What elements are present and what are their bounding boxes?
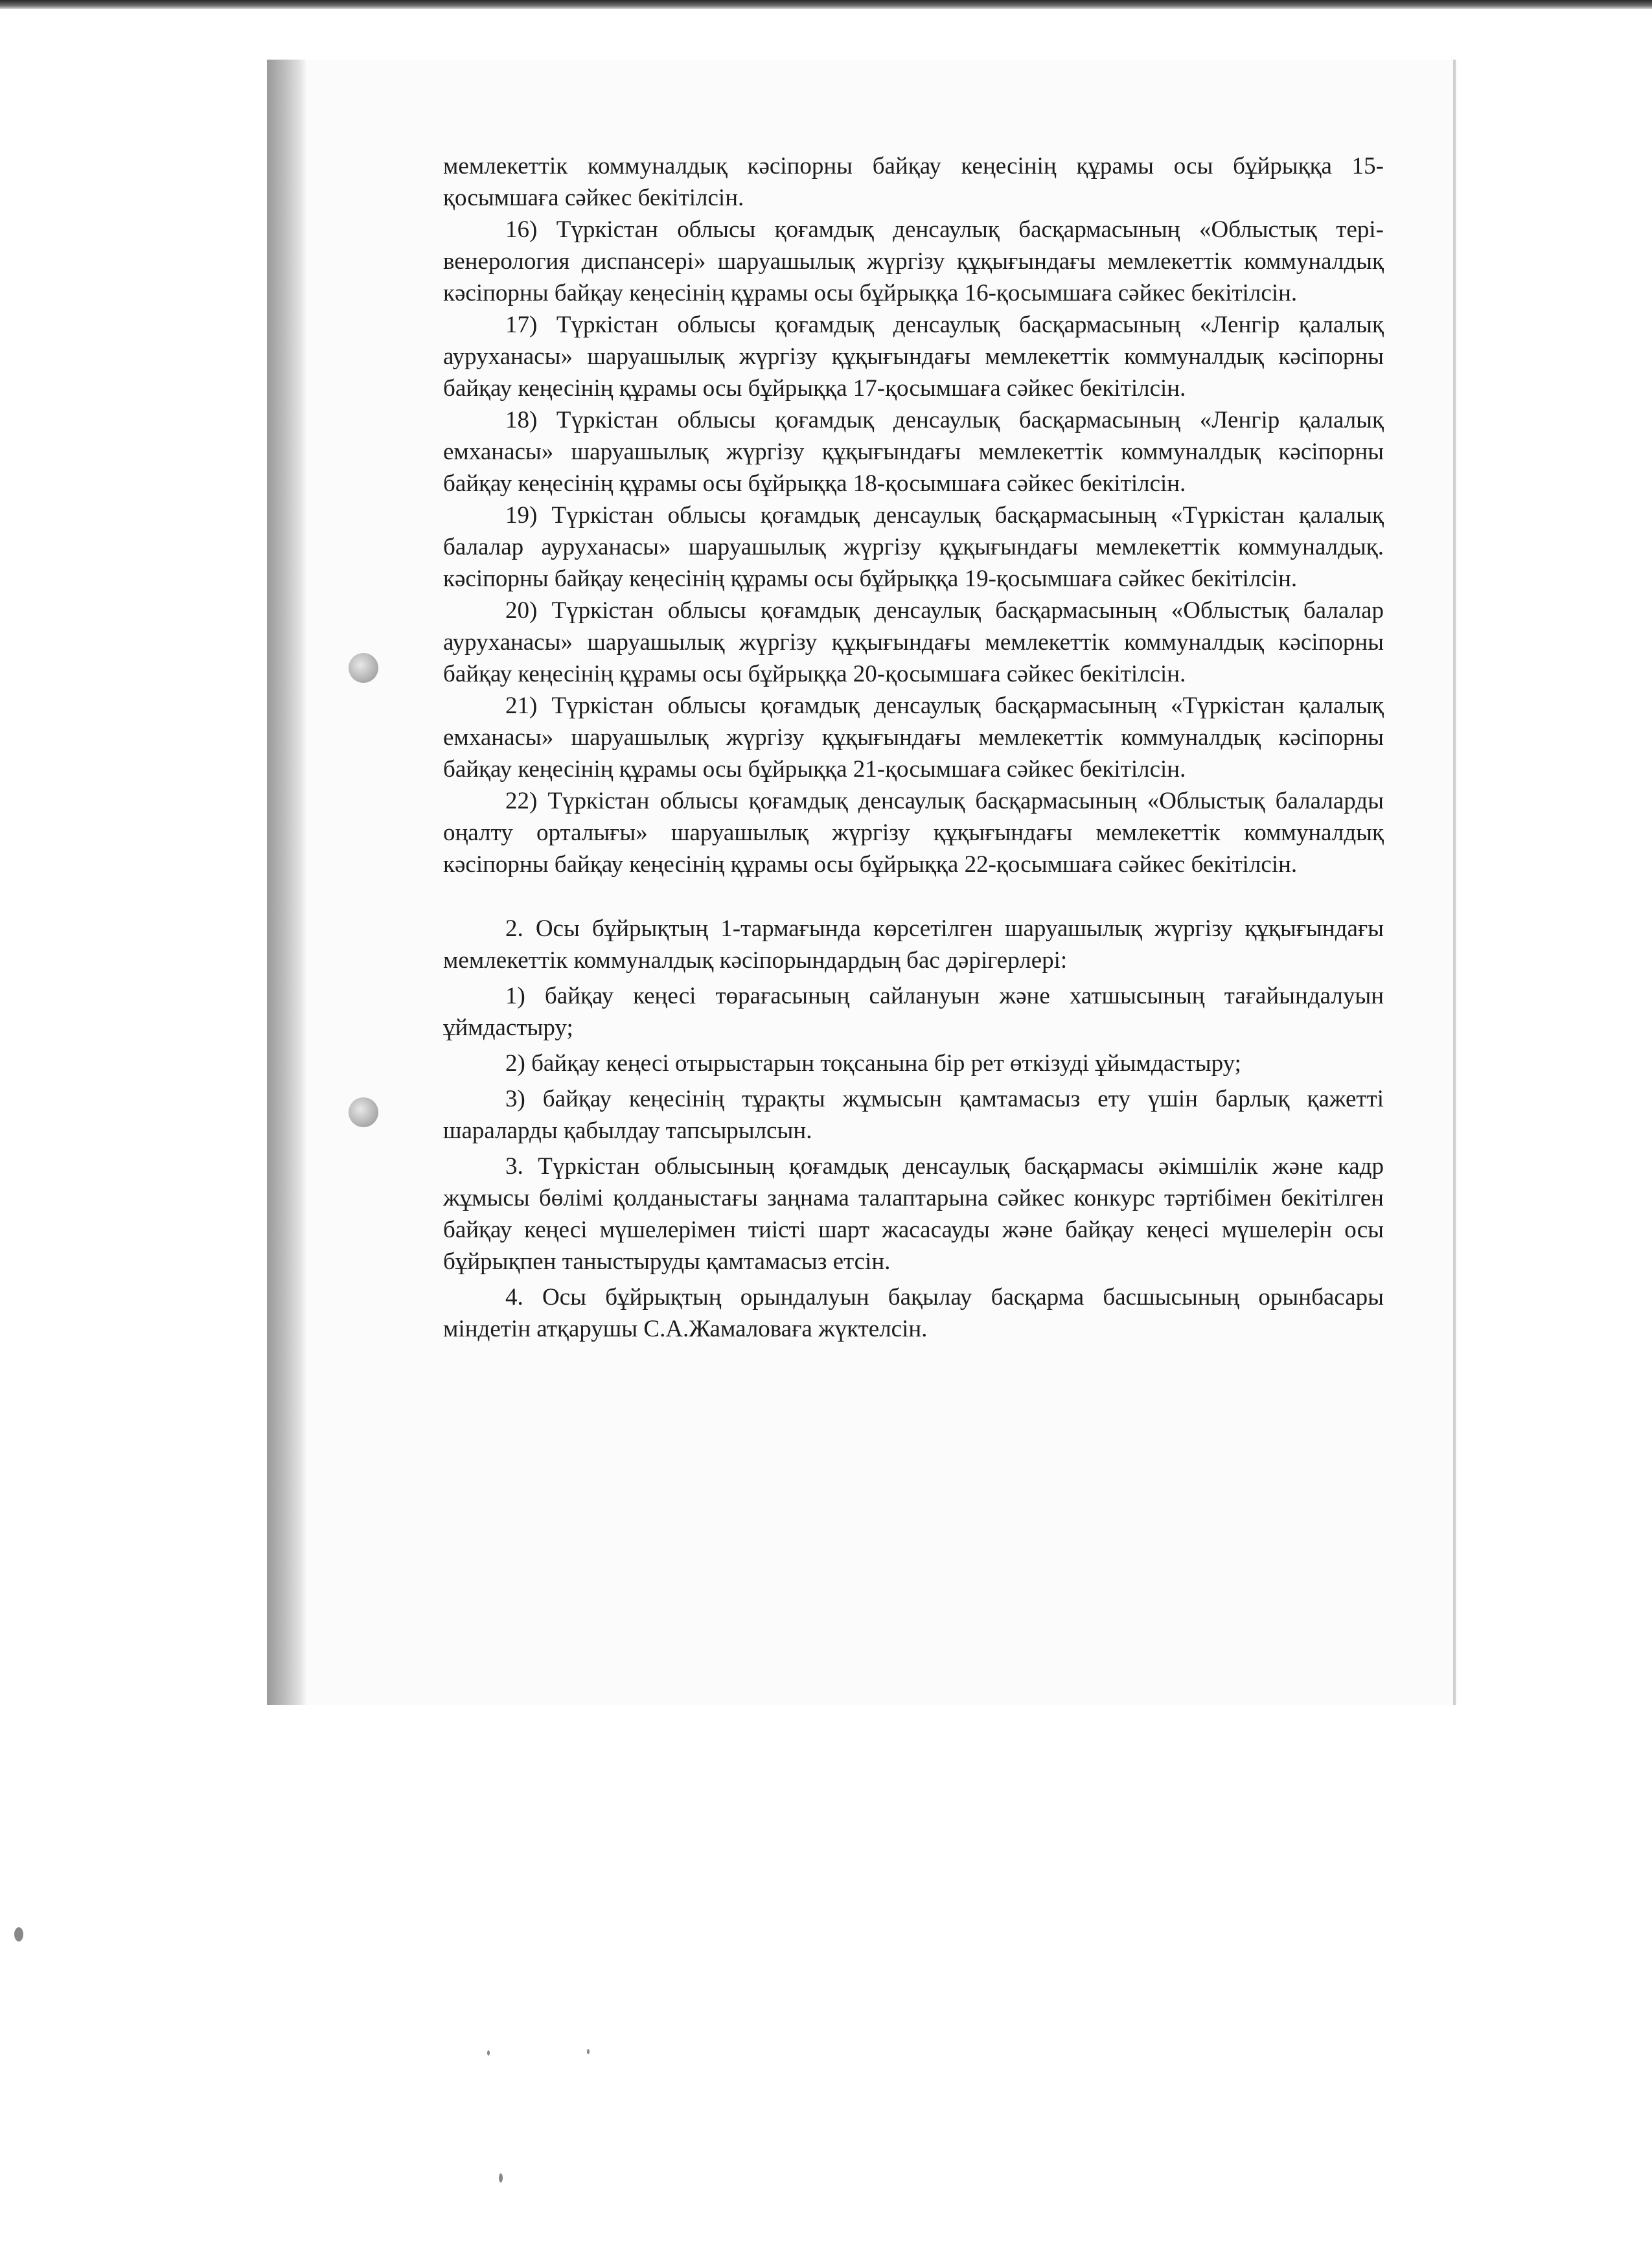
- scan-speck: [499, 2173, 503, 2182]
- paragraph-section-2-item-2: 2) байқау кеңесі отырыстарын тоқсанына бір рет өткізуді ұйымдастыру;: [505, 1050, 1241, 1077]
- scan-speck: [14, 1927, 23, 1942]
- paragraph-15-tail: мемлекеттік коммуналдық кәсіпорны байқау кеңесінің құрамы осы бұйрыққа 15-қосымшаға сәйкес бекітілсін.: [443, 153, 1384, 211]
- paragraph-item-22: 22) Түркістан облысы қоғамдық денсаулық басқармасының «Облыстық балаларды оңалту орталығы» шаруашылық жүргізу құқығындағы мемлекеттік коммуналдық кәсіпорны байқау кеңесінің құрамы осы бұйрыққа 22-қосымшаға сәйкес бекітілсін.: [443, 788, 1384, 878]
- paragraph-item-19: 19) Түркістан облысы қоғамдық денсаулық басқармасының «Түркістан қалалық балалар ауруханасы» шаруашылық жүргізу құқығындағы мемлекеттік коммуналдық. кәсіпорны байқау кеңесінің құрамы осы бұйрыққа 19-қосымшаға сәйкес бекітілсін.: [443, 502, 1384, 592]
- paragraph-item-18: 18) Түркістан облысы қоғамдық денсаулық басқармасының «Ленгір қалалық емханасы» шаруашылық жүргізу құқығындағы мемлекеттік коммуналдық кәсіпорны байқау кеңесінің құрамы осы бұйрыққа 18-қосымшаға сәйкес бекітілсін.: [443, 407, 1384, 497]
- paragraph-section-2-item-1: 1) байқау кеңесі төрағасының сайлануын және хатшысының тағайындалуын ұймдастыру;: [443, 983, 1384, 1041]
- scan-speck: [487, 2050, 490, 2056]
- document-body: [443, 150, 1384, 1345]
- scan-top-edge: [0, 0, 1652, 9]
- scan-speck: [587, 2049, 590, 2054]
- paragraph-section-4: 4. Осы бұйрықтың орындалуын бақылау басқарма басшысының орынбасары міндетін атқарушы С.А.Жамаловаға жүктелсін.: [443, 1284, 1384, 1342]
- binding-shadow: [267, 60, 306, 1705]
- paragraph-item-20: 20) Түркістан облысы қоғамдық денсаулық басқармасының «Облыстық балалар ауруханасы» шаруашылық жүргізу құқығындағы мемлекеттік коммуналдық кәсіпорны байқау кеңесінің құрамы осы бұйрыққа 20-қосымшаға сәйкес бекітілсін.: [443, 597, 1384, 687]
- paragraph-section-2-item-3: 3) байқау кеңесінің тұрақты жұмысын қамтамасыз ету үшін барлық қажетті шараларды қабылдау тапсырылсын.: [443, 1086, 1384, 1144]
- paragraph-item-16: 16) Түркістан облысы қоғамдық денсаулық басқармасының «Облыстық тері-венерология диспансері» шаруашылық жүргізу құқығындағы мемлекеттік коммуналдық кәсіпорны байқау кеңесінің құрамы осы бұйрыққа 16-қосымшаға сәйкес бекітілсін.: [443, 216, 1384, 306]
- page-right-edge: [1453, 60, 1456, 1705]
- paragraph-item-17: 17) Түркістан облысы қоғамдық денсаулық басқармасының «Ленгір қалалық ауруханасы» шаруашылық жүргізу құқығындағы мемлекеттік коммуналдық кәсіпорны байқау кеңесінің құрамы осы бұйрыққа 17-қосымшаға сәйкес бекітілсін.: [443, 312, 1384, 402]
- punch-hole-upper: [349, 653, 378, 683]
- paragraph-section-2: 2. Осы бұйрықтың 1-тармағында көрсетілген шаруашылық жүргізу құқығындағы мемлекеттік коммуналдық кәсіпорындардың бас дәрігерлері:: [443, 915, 1384, 974]
- paragraph-item-21: 21) Түркістан облысы қоғамдық денсаулық басқармасының «Түркістан қалалық емханасы» шаруашылық жүргізу құқығындағы мемлекеттік коммуналдық кәсіпорны байқау кеңесінің құрамы осы бұйрыққа 21-қосымшаға сәйкес бекітілсін.: [443, 693, 1384, 783]
- paragraph-section-3: 3. Түркістан облысының қоғамдық денсаулық басқармасы әкімшілік және кадр жұмысы бөлімі қолданыстағы заңнама талаптарына сәйкес конкурс тәртібімен бекітілген байқау кеңесі мүшелерімен тиісті шарт жасасауды және байқау кеңесі мүшелерін осы бұйрықпен таныстыруды қамтамасыз етсін.: [443, 1153, 1384, 1275]
- punch-hole-lower: [349, 1097, 378, 1127]
